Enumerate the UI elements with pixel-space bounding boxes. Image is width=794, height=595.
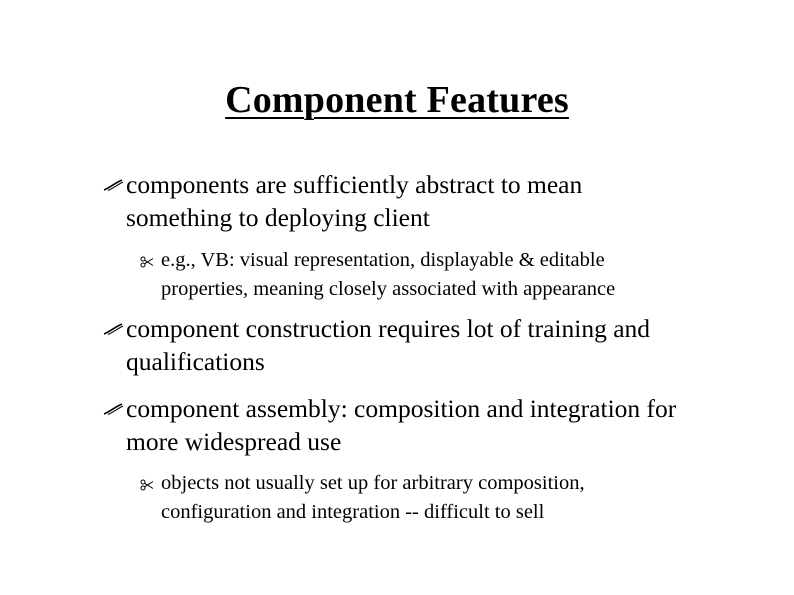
curved-dash-icon	[102, 402, 124, 416]
sub-bullet-2-line-2: configuration and integration -- difficult to sell	[161, 501, 545, 523]
bullet-2-line-1: component construction requires lot of training and	[126, 314, 651, 343]
curved-dash-icon	[102, 322, 124, 336]
scissors-icon	[140, 256, 154, 268]
bullet-item-1	[126, 168, 582, 234]
bullet-item-3	[126, 392, 676, 458]
scissors-icon	[140, 479, 154, 491]
slide-title: Component Features	[225, 79, 569, 121]
sub-bullet-item-1	[161, 246, 615, 304]
curved-dash-icon	[102, 178, 124, 192]
sub-bullet-2-line-1: objects not usually set up for arbitrary composition,	[161, 472, 585, 494]
sub-bullet-1-line-1: e.g., VB: visual representation, displayable & editable	[161, 249, 605, 271]
bullet-item-2	[126, 312, 650, 378]
bullet-2-line-2: qualifications	[126, 347, 265, 376]
bullet-1-line-2: something to deploying client	[126, 203, 430, 232]
sub-bullet-1-line-2: properties, meaning closely associated with appearance	[161, 278, 616, 300]
bullet-3-line-2: more widespread use	[126, 427, 342, 456]
bullet-1-line-1: components are sufficiently abstract to mean	[126, 170, 583, 199]
sub-bullet-item-2	[161, 469, 585, 527]
bullet-3-line-1: component assembly: composition and integration for	[126, 394, 677, 423]
